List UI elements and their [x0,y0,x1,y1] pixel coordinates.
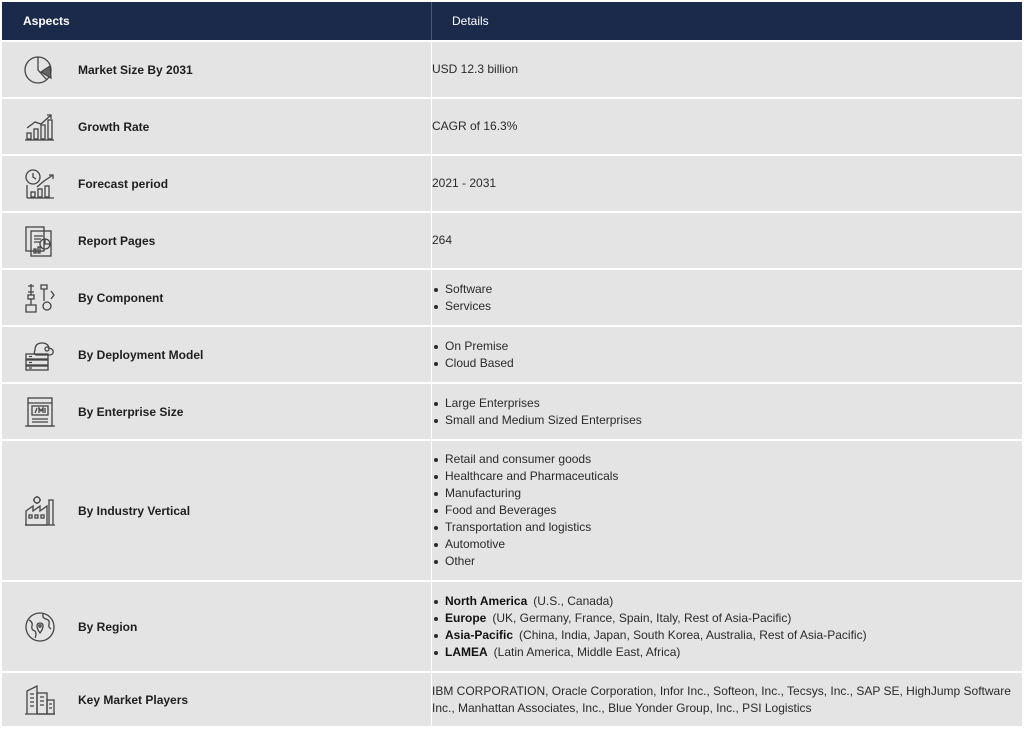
list-item: Automotive [432,536,1022,553]
detail-cell [432,383,1023,440]
aspect-label: By Industry Vertical [78,503,191,518]
region-list [432,593,1022,661]
list-item: Small and Medium Sized Enterprises [432,412,1022,429]
region-countries: (UK, Germany, France, Spain, Italy, Rest of Asia-Pacific) [492,610,792,625]
list-item: Retail and consumer goods [432,451,1022,468]
list-item: Other [432,553,1022,570]
industry-list [432,451,1022,570]
list-item: Transportation and logistics [432,519,1022,536]
detail-cell: 2021 - 2031 [432,155,1023,212]
aspects-header: Aspects [2,2,432,41]
enterprise-size-list [432,395,1022,429]
aspect-cell [2,581,432,672]
detail-cell: CAGR of 16.3% [432,98,1023,155]
table-row [2,440,1022,581]
list-item: Food and Beverages [432,502,1022,519]
list-item: On Premise [432,338,1022,355]
aspect-label: Forecast period [78,176,169,191]
region-name: LAMEA [445,644,488,659]
region-name: Europe [445,610,487,625]
table-row [2,383,1022,440]
region-countries: (China, India, Japan, South Korea, Australia, Rest of Asia-Pacific) [519,627,867,642]
sme-store-icon [23,395,57,429]
detail-cell: USD 12.3 billion [432,41,1023,98]
table-row [2,326,1022,383]
aspect-cell [2,672,432,726]
list-item: Software [432,281,1022,298]
industry-factory-icon [23,494,57,528]
aspect-cell [2,269,432,326]
list-item: Large Enterprises [432,395,1022,412]
detail-cell: IBM CORPORATION, Oracle Corporation, Infor Inc., Softeon, Inc., Tecsys, Inc., SAP SE, HighJump Software Inc., Manhattan Associates, Inc., Blue Yonder Group, Inc., PSI Logistics [432,672,1023,726]
list-item: Services [432,298,1022,315]
aspect-cell [2,98,432,155]
detail-cell [432,326,1023,383]
forecast-chart-icon [23,167,57,201]
aspect-label: By Enterprise Size [78,404,184,419]
region-countries: (Latin America, Middle East, Africa) [493,644,681,659]
list-item [432,644,1022,661]
aspect-cell [2,440,432,581]
details-header: Details [432,2,1023,41]
report-pages-icon [23,224,57,258]
table-row [2,269,1022,326]
table-row [2,581,1022,672]
table-row [2,41,1022,98]
table-header-row [2,2,1022,41]
list-item [432,627,1022,644]
list-item: Healthcare and Pharmaceuticals [432,468,1022,485]
report-summary-table [2,2,1022,726]
list-item: Manufacturing [432,485,1022,502]
aspect-label: By Deployment Model [78,347,204,362]
aspect-cell [2,155,432,212]
list-item [432,610,1022,627]
component-tools-icon [23,281,57,315]
buildings-icon [23,683,57,717]
detail-cell: 264 [432,212,1023,269]
aspect-cell [2,383,432,440]
aspect-label: Growth Rate [78,119,150,134]
pie-chart-icon [23,53,57,87]
deployment-list [432,338,1022,372]
aspect-label: By Component [78,290,164,305]
cloud-server-icon [23,338,57,372]
detail-cell [432,581,1023,672]
aspect-cell [2,212,432,269]
table-row [2,212,1022,269]
globe-region-icon [23,610,57,644]
list-item: Cloud Based [432,355,1022,372]
aspect-label: Key Market Players [78,692,189,707]
detail-cell [432,269,1023,326]
table-row [2,155,1022,212]
table-row [2,98,1022,155]
aspect-cell [2,41,432,98]
aspect-label: Market Size By 2031 [78,62,193,77]
aspect-label: Report Pages [78,233,156,248]
aspect-label: By Region [78,619,138,634]
aspect-cell [2,326,432,383]
component-list [432,281,1022,315]
list-item [432,593,1022,610]
detail-cell [432,440,1023,581]
growth-bar-chart-icon [23,110,57,144]
region-name: North America [445,593,528,608]
region-name: Asia-Pacific [445,627,514,642]
table-row [2,672,1022,726]
region-countries: (U.S., Canada) [533,593,614,608]
